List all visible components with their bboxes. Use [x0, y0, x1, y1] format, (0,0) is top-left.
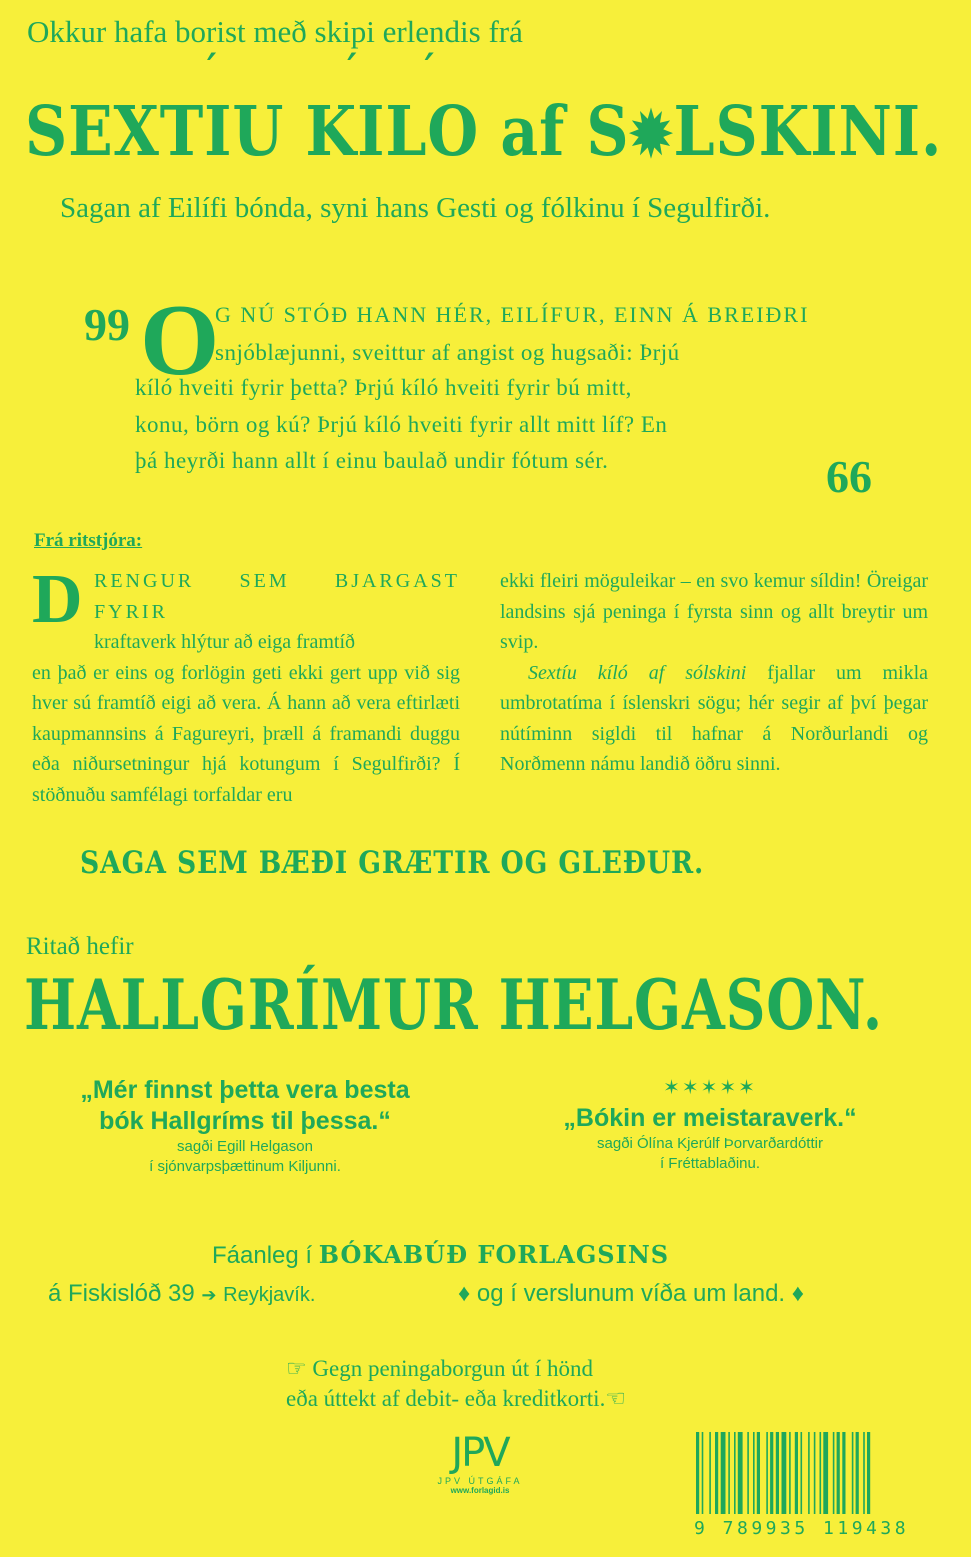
author-name: HALLGRÍMUR HELGASON. — [24, 965, 883, 1046]
review-source: í sjónvarpsþættinum Kiljunni. — [149, 1158, 341, 1175]
editor-column-right — [500, 566, 928, 780]
acute-accent-2: ´ — [341, 48, 360, 95]
barcode-bar — [715, 1432, 718, 1514]
quote-line: konu, börn og kú? Þrjú kíló hveiti fyrir allt mitt líf? En — [135, 412, 668, 437]
diamond-icon: ♦ — [791, 1280, 804, 1307]
publisher-logo — [420, 1430, 540, 1495]
editor-second-line: kraftaverk hlýtur að eiga framtíð — [94, 631, 355, 653]
barcode-bar — [863, 1432, 865, 1514]
barcode-bar — [782, 1432, 787, 1514]
availability-line-3 — [458, 1280, 804, 1308]
quote-close-mark: 66 — [826, 451, 872, 502]
quote-line: snjóblæjunni, sveittur af angist og hugsaði: Þrjú — [215, 340, 680, 365]
barcode — [692, 1432, 960, 1514]
availability-line-2 — [48, 1280, 315, 1308]
editor-first-line: RENGUR SEM BJARGAST FYRIR — [94, 570, 460, 623]
quote-open-mark: 99 — [84, 299, 130, 350]
publisher-mark: JPV — [451, 1430, 509, 1476]
barcode-bar — [702, 1432, 704, 1514]
body-dropcap: D — [32, 561, 83, 638]
review-left — [80, 1075, 410, 1177]
quote-line: kíló hveiti fyrir þetta? Þrjú kíló hveiti fyrir bú mitt, — [135, 375, 632, 400]
barcode-bar — [753, 1432, 755, 1514]
quote-first-line: G NÚ STÓÐ HANN HÉR, EILÍFUR, EINN Á BREIÐRI — [215, 302, 810, 327]
barcode-bar — [709, 1432, 711, 1514]
pointing-hand-right-icon: ☞ — [286, 1356, 307, 1381]
quote-dropcap: O — [140, 284, 220, 397]
barcode-bar — [770, 1432, 773, 1514]
barcode-bar — [696, 1432, 699, 1514]
barcode-bar — [837, 1432, 840, 1514]
barcode-bar — [757, 1432, 760, 1514]
editor-paragraph: ekki fleiri möguleikar – en svo kemur síldin! Öreigar landsins sjá peninga í fyrsta sinn og allt breytir um svip. — [500, 570, 928, 653]
book-title-italic: Sextíu kíló af sólskini — [528, 661, 747, 684]
diamond-icon: ♦ — [458, 1280, 471, 1307]
rating-stars: ✶✶✶✶✶ — [663, 1075, 757, 1099]
quote-line: þá heyrði hann allt í einu baulað undir fótum sér. — [135, 448, 609, 473]
review-attribution: sagði Ólína Kjerúlf Þorvarðardóttir — [597, 1135, 823, 1152]
intro-line: Okkur hafa borist með skipi erlendis frá — [27, 14, 523, 49]
sun-icon: ✹ — [629, 100, 674, 170]
title-part-2: LSKINI. — [673, 92, 943, 172]
barcode-bar — [842, 1432, 845, 1514]
barcode-bar — [808, 1432, 810, 1514]
payment-note — [286, 1354, 626, 1414]
acute-accent-1: ´ — [201, 48, 220, 95]
payment-line-2: eða úttekt af debit- eða kreditkorti. — [286, 1386, 606, 1411]
store-city: Reykjavík. — [223, 1284, 316, 1306]
review-source: í Fréttablaðinu. — [659, 1155, 761, 1172]
barcode-bar — [833, 1432, 835, 1514]
review-right — [540, 1075, 880, 1174]
barcode-bar — [795, 1432, 798, 1514]
review-quote: „Mér finnst þetta vera besta bók Hallgríms til þessa.“ — [80, 1076, 410, 1135]
barcode-bar — [852, 1432, 854, 1514]
arrow-icon: ➔ — [201, 1285, 217, 1305]
editor-column-left — [32, 561, 460, 810]
store-address: á Fiskislóð 39 — [48, 1280, 195, 1307]
barcode-bar — [801, 1432, 803, 1514]
acute-accent-3: ´ — [418, 48, 437, 95]
editor-paragraph — [500, 658, 928, 780]
publisher-label: JPV ÚTGÁFA — [437, 1476, 523, 1486]
barcode-bar — [734, 1432, 736, 1514]
barcode-bar — [823, 1432, 828, 1514]
barcode-bar — [738, 1432, 743, 1514]
title-part-1: SEXTIU KILO af S — [25, 92, 630, 172]
book-title — [25, 48, 943, 172]
tagline: SAGA SEM BÆÐI GRÆTIR OG GLEÐUR. — [80, 845, 705, 881]
barcode-bar — [721, 1432, 726, 1514]
publisher-url: www.forlagid.is — [450, 1486, 510, 1495]
barcode-bar — [814, 1432, 816, 1514]
availability-nationwide: og í verslunum víða um land. — [476, 1280, 786, 1307]
review-quote: „Bókin er meistaraverk.“ — [563, 1104, 857, 1132]
barcode-bar — [747, 1432, 749, 1514]
editor-paragraph: en það er eins og forlögin geti ekki gert upp við sig hver sú framtíð eigi að vera. Á hann að vera eftirlæti kaupmannsins á Fagureyri, þræll á framandi duggu eða niðursetningur hjá kotungum í Segulfirði? Í stöðnuðu samfélagi torfaldar eru — [32, 661, 460, 806]
store-name: BÓKABÚÐ FORLAGSINS — [318, 1240, 670, 1269]
editor-paragraph-rest: fjallar um mikla umbrotatíma í íslenskri sögu; hér segir af því þegar nútíminn sigldi til hafnar á Norðurlandi og Norðmenn námu landið öðru sinni. — [500, 661, 928, 775]
barcode-bar — [820, 1432, 822, 1514]
barcode-bar — [856, 1432, 859, 1514]
availability-prefix: Fáanleg í — [212, 1242, 319, 1269]
barcode-bar — [766, 1432, 768, 1514]
barcode-bar — [789, 1432, 791, 1514]
availability-line-1 — [212, 1240, 669, 1270]
author-intro: Ritað hefir — [26, 933, 134, 960]
barcode-bar — [728, 1432, 730, 1514]
editor-label: Frá ritstjóra: — [34, 530, 143, 551]
pointing-hand-left-icon: ☜ — [605, 1386, 626, 1411]
isbn-number: 9 789935 119438 — [694, 1518, 910, 1539]
payment-line-1: Gegn peningaborgun út í hönd — [312, 1356, 594, 1381]
subtitle: Sagan af Eilífi bónda, syni hans Gesti og fólkinu í Segulfirði. — [60, 192, 771, 224]
barcode-bar — [867, 1432, 870, 1514]
barcode-bar — [776, 1432, 779, 1514]
review-attribution: sagði Egill Helgason — [177, 1138, 313, 1155]
